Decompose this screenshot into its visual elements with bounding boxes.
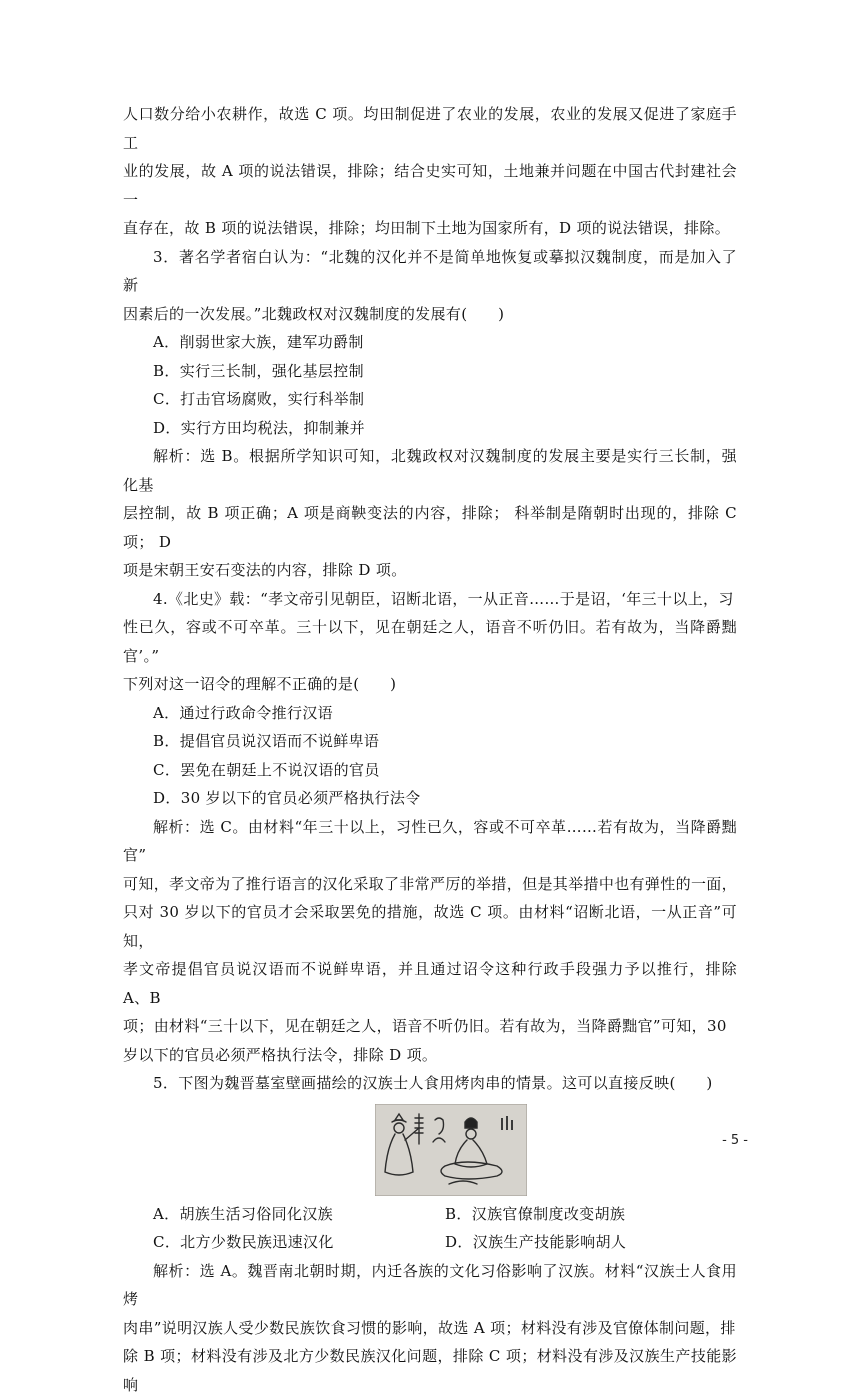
question-3-option-c: C．打击官场腐败，实行科举制 [153,390,365,408]
question-5-options-row [123,1228,737,1257]
question-5-option-b: B．汉族官僚制度改变胡族 [445,1204,626,1223]
question-4-stem: 下列对这一诏令的理解不正确的是( ) [123,675,397,693]
question-4-option-b: B．提倡官员说汉语而不说鲜卑语 [153,732,380,750]
page-content [123,100,737,1399]
question-4-answer: 解析：选 C。由材料“年三十以上，习性已久，容或不可卒革……若有故为，当降爵黜官” [123,817,737,864]
question-4-answer: 只对 30 岁以下的官员才会采取罢免的措施，故选 C 项。由材料“诏断北语，一从正音”可知， [123,903,737,950]
question-5-option-a: A．胡族生活习俗同化汉族 [153,1204,334,1223]
question-4-option-a: A．通过行政命令推行汉语 [153,703,334,722]
question-4-answer: 可知，孝文帝为了推行语言的汉化采取了非常严厉的举措，但是其举措中也有弹性的一面， [123,874,738,893]
question-3-answer: 项是宋朝王安石变法的内容，排除 D 项。 [123,561,407,579]
question-5-option-d: D．汉族生产技能影响胡人 [445,1233,627,1251]
page-number: - 5 - [722,1133,748,1148]
question-4-option-d: D．30 岁以下的官员必须严格执行法令 [153,789,421,807]
mural-image [375,1104,527,1196]
question-4-answer: 岁以下的官员必须严格执行法令，排除 D 项。 [123,1045,438,1064]
question-5-stem: 5．下图为魏晋墓室壁画描绘的汉族士人食用烤肉串的情景。这可以直接反映( ) [153,1074,713,1092]
question-3-option-d: D．实行方田均税法，抑制兼并 [153,418,365,437]
question-5-options-row [123,1200,737,1229]
question-5-answer: 肉串”说明汉族人受少数民族饮食习惯的影响，故选 A 项；材料没有涉及官僚体制问题，排 [123,1318,736,1337]
text-line: 业的发展，故 A 项的说法错误，排除；结合史实可知，土地兼并问题在中国古代封建社会一 [123,162,737,209]
mural-figure [123,1104,737,1196]
question-4-answer: 孝文帝提倡官员说汉语而不说鲜卑语，并且通过诏令这种行政手段强力予以推行，排除 A、B [123,960,737,1007]
question-3-stem: 3．著名学者宿白认为：“北魏的汉化并不是简单地恢复或摹拟汉魏制度，而是加入了新 [123,247,737,294]
question-4-stem: 4.《北史》载：“孝文帝引见朝臣，诏断北语，一从正音……于是诏，‘年三十以上，习 [153,589,734,608]
question-4-answer: 项；由材料“三十以下，见在朝廷之人，语音不听仍旧。若有故为，当降爵黜官”可知，30 [123,1017,727,1035]
question-3-option-a: A．削弱世家大族，建军功爵制 [153,333,364,351]
text-line: 直存在，故 B 项的说法错误，排除；均田制下土地为国家所有，D 项的说法错误，排除。 [123,219,731,237]
question-5-answer: 解析：选 A。魏晋南北朝时期，内迁各族的文化习俗影响了汉族。材料“汉族士人食用烤 [123,1261,737,1308]
question-3-option-b: B．实行三长制，强化基层控制 [153,361,364,380]
question-4-option-c: C．罢免在朝廷上不说汉语的官员 [153,760,380,779]
text-line: 人口数分给小农耕作，故选 C 项。均田制促进了农业的发展，农业的发展又促进了家庭手工 [123,105,737,152]
question-3-answer: 层控制，故 B 项正确；A 项是商鞅变法的内容，排除； 科举制是隋朝时出现的，排除 C 项； D [123,504,737,551]
question-5-answer: 除 B 项；材料没有涉及北方少数民族汉化问题，排除 C 项；材料没有涉及汉族生产技能影响 [123,1347,737,1394]
question-5-option-c: C．北方少数民族迅速汉化 [153,1233,334,1251]
question-3-stem: 因素后的一次发展。”北魏政权对汉魏制度的发展有( ) [123,304,505,323]
question-3-answer: 解析：选 B。根据所学知识可知，北魏政权对汉魏制度的发展主要是实行三长制，强化基 [123,447,737,494]
question-4-stem: 性已久，容或不可卒革。三十以下，见在朝廷之人，语音不听仍旧。若有故为，当降爵黜官’。” [123,618,737,665]
